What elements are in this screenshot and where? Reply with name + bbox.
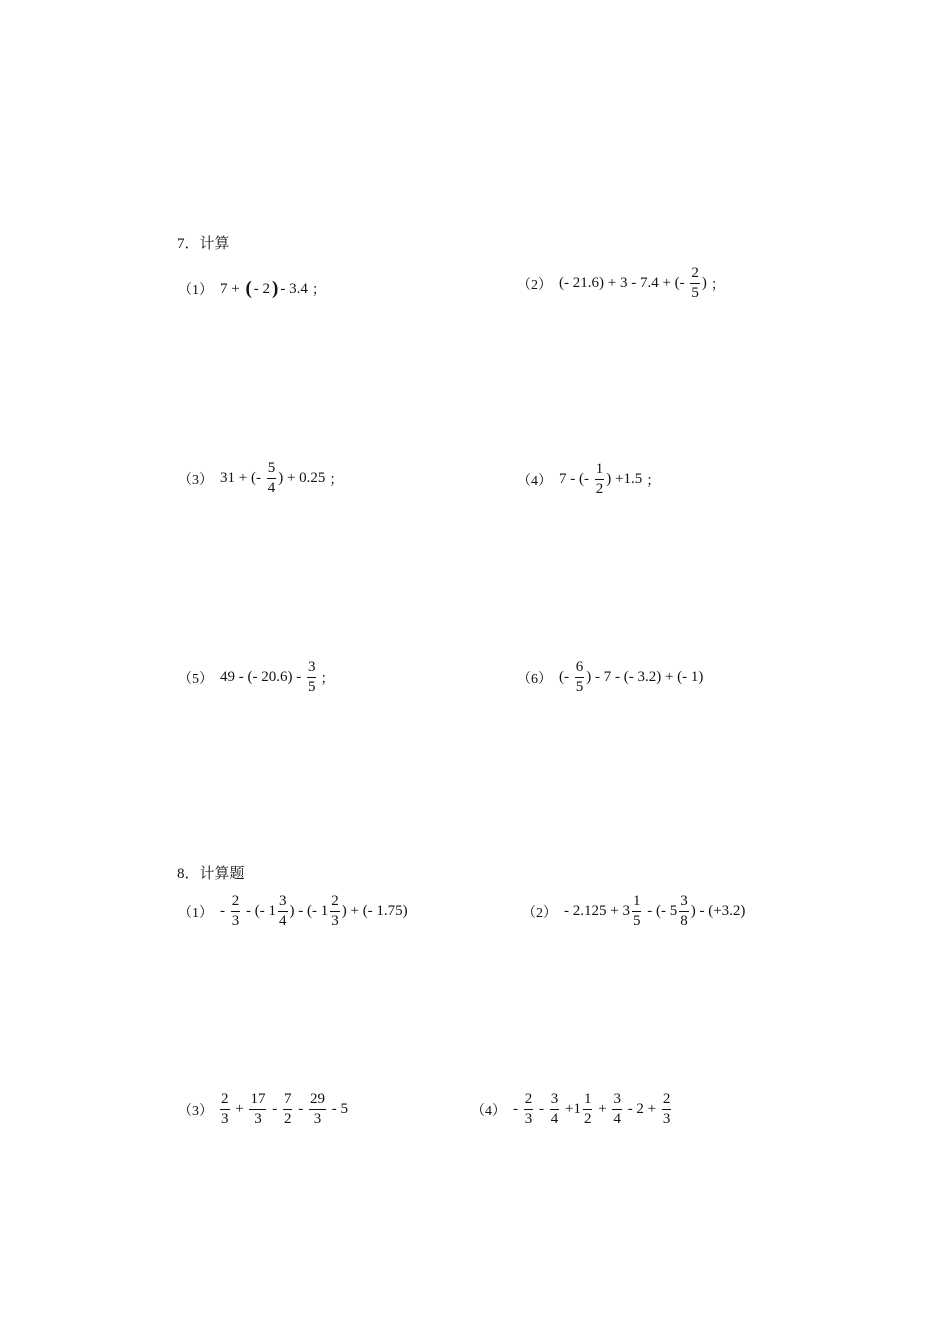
fraction [248,1092,267,1127]
problem-number: （1） [178,905,213,921]
fraction-denominator: 3 [254,1111,262,1127]
expression-text: ) [701,275,707,291]
fraction-denominator: 4 [613,1111,621,1127]
fraction-numerator: 3 [278,894,288,912]
expression-text: - (- 5 [643,903,678,919]
expression [219,278,309,300]
problem-number: （3） [178,472,213,488]
expression [558,660,704,695]
fraction [306,660,318,695]
expression [512,1092,672,1127]
expression-text: + [594,1101,611,1117]
fraction [282,1092,294,1127]
fraction-denominator: 5 [575,679,584,695]
fraction [219,1092,231,1127]
q8-problem-3 [178,1092,349,1127]
fraction-numerator: 6 [575,660,585,678]
fraction-numerator: 3 [612,1092,622,1110]
problem-number: （6） [517,671,552,687]
fraction-denominator: 2 [283,1111,292,1127]
expression-text: 7 - (- [559,471,593,487]
fraction-numerator: 29 [309,1092,326,1110]
fraction-numerator: 2 [690,266,700,284]
q7-problem-3 [178,461,343,496]
problem-number: （2） [522,905,557,921]
expression-text: + [231,1101,248,1117]
fraction-denominator: 4 [279,913,287,929]
expression [219,660,317,695]
q8-problem-4 [471,1092,672,1127]
expression-text: - 2 [253,280,271,297]
expression-text: - 3.4 [280,280,308,297]
fraction [678,894,690,929]
fraction-denominator: 3 [221,1111,229,1127]
fraction-denominator: 2 [583,1111,592,1127]
fraction-denominator: 3 [231,913,240,929]
expression-text: +1 [561,1101,581,1117]
expression [563,894,746,929]
expression-text: ) - (+3.2) [690,903,746,919]
fraction [277,894,289,929]
q7-problem-2 [517,266,725,301]
fraction-numerator: 3 [550,1092,560,1110]
expression-text: ) - (- 1 [289,903,329,919]
fraction [574,660,586,695]
expression-text: (- 21.6) + 3 - 7.4 + (- [559,275,689,291]
fraction [230,894,242,929]
fraction-denominator: 5 [691,285,699,301]
question-7-heading: 7．计算 [177,236,230,252]
fraction [549,1092,561,1127]
fraction-denominator: 5 [307,679,316,695]
expression-text: - [535,1101,548,1117]
fraction [689,266,701,301]
fraction-denominator: 3 [313,1111,322,1127]
expression-text: - (- 1 [242,903,276,919]
fraction-numerator: 7 [283,1092,293,1110]
fraction [329,894,341,929]
end-punctuation: ； [329,472,344,488]
fraction-numerator: 5 [267,461,277,479]
fraction-numerator: 3 [679,894,689,912]
end-punctuation: ； [646,473,661,489]
expression [219,461,326,496]
q8-problem-1 [178,894,409,929]
expression [558,462,643,497]
fraction [661,1092,673,1127]
expression-text: ) + 0.25 [278,470,326,486]
fraction-numerator: 2 [330,894,340,912]
q8-problem-2 [522,894,746,929]
expression-text: 31 + (- [220,470,265,486]
problem-number: （1） [178,283,213,298]
expression-text: - 2 + [623,1101,660,1117]
fraction [308,1092,327,1127]
expression-text: - 2.125 + 3 [564,903,630,919]
fraction [523,1092,535,1127]
fraction [594,462,606,497]
fraction-denominator: 8 [680,913,688,929]
expression-text: - [294,1101,307,1117]
fraction-numerator: 2 [220,1092,230,1110]
expression-text: 7 + [220,280,244,297]
fraction-denominator: 5 [632,913,641,929]
expression-text: - 5 [327,1101,348,1117]
end-punctuation: ； [311,283,326,298]
q7-problem-5 [178,660,334,695]
expression [219,1092,349,1127]
q7-problem-6 [517,660,707,695]
fraction-numerator: 2 [231,894,241,912]
expression-text: - [513,1101,522,1117]
fraction-numerator: 3 [307,660,317,678]
fraction-denominator: 4 [550,1111,559,1127]
expression-text: 49 - (- 20.6) - [220,669,305,685]
fraction [611,1092,623,1127]
expression-text: - [268,1101,281,1117]
end-punctuation: ； [320,671,335,687]
expression-text: ( [245,278,252,299]
expression-text: ) +1.5 [606,471,643,487]
q7-problem-4 [517,462,660,497]
fraction-numerator: 1 [595,462,605,480]
problem-number: （2） [517,277,552,293]
expression-text: ) - 7 - (- 3.2) + (- 1) [586,669,704,685]
fraction-numerator: 2 [662,1092,672,1110]
expression [219,894,409,929]
fraction-numerator: 1 [632,894,642,912]
fraction-denominator: 3 [662,1111,671,1127]
end-punctuation: ； [710,277,725,293]
problem-number: （3） [178,1103,213,1119]
problem-number: （4） [517,473,552,489]
fraction-denominator: 4 [267,480,276,496]
expression-text: ) [272,278,279,299]
fraction-denominator: 2 [595,481,604,497]
expression-text: - [220,903,229,919]
expression [558,266,708,301]
fraction [582,1092,594,1127]
problem-number: （4） [471,1103,506,1119]
problem-number: （5） [178,671,213,687]
fraction [631,894,643,929]
fraction-numerator: 17 [249,1092,266,1110]
fraction-denominator: 3 [331,913,339,929]
fraction-denominator: 3 [524,1111,533,1127]
fraction-numerator: 2 [524,1092,534,1110]
fraction [266,461,278,496]
expression-text: ) + (- 1.75) [341,903,408,919]
expression-text: (- [559,669,573,685]
fraction-numerator: 1 [583,1092,593,1110]
q7-problem-1 [178,278,326,300]
question-8-heading: 8．计算题 [177,866,245,882]
